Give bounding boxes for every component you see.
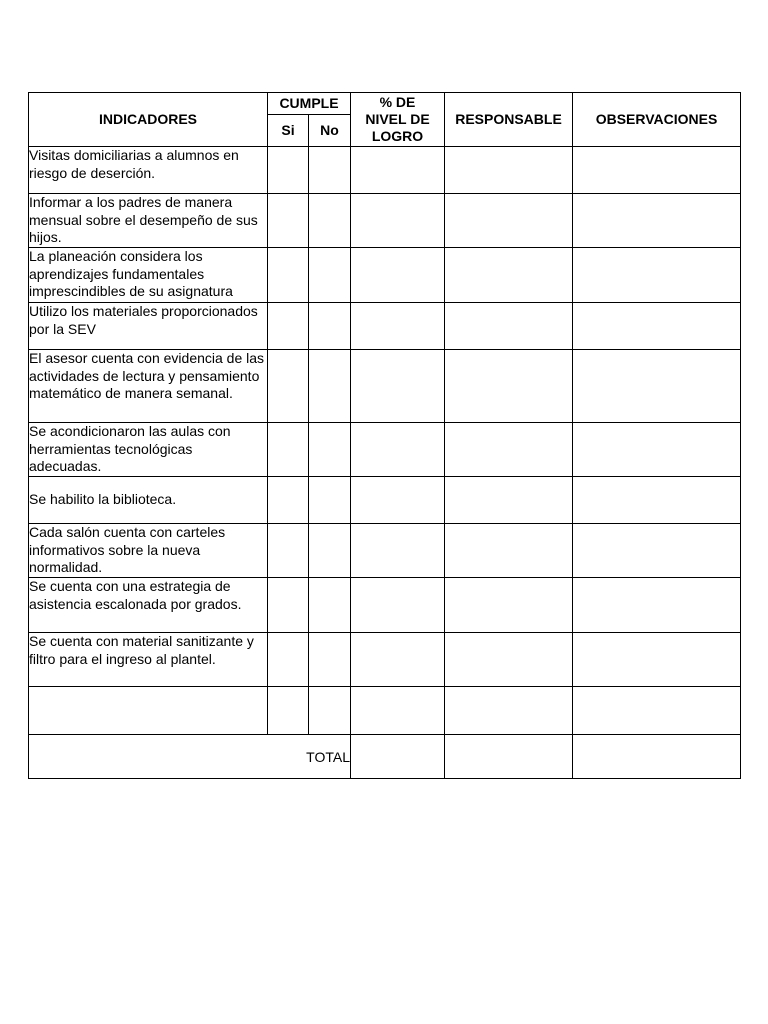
indicator-cell: Se cuenta con una estrategia de asistencia escalonada por grados. [29,578,268,633]
si-cell[interactable] [268,423,309,477]
responsable-cell[interactable] [445,303,573,350]
responsable-cell[interactable] [445,477,573,524]
table-row [29,303,741,350]
si-cell[interactable] [268,524,309,578]
responsable-cell[interactable] [445,524,573,578]
header-nivel-line-2: NIVEL DE [365,111,430,127]
indicator-cell: Se habilito la biblioteca. [29,477,268,524]
nivel-cell[interactable] [351,687,445,735]
no-cell[interactable] [309,524,351,578]
header-no: No [309,115,351,147]
table-row [29,687,741,735]
responsable-cell[interactable] [445,578,573,633]
no-cell[interactable] [309,147,351,194]
nivel-cell[interactable] [351,578,445,633]
no-cell[interactable] [309,423,351,477]
nivel-cell[interactable] [351,350,445,423]
header-si: Si [268,115,309,147]
table-row [29,477,741,524]
header-responsable: RESPONSABLE [445,93,573,147]
header-cumple: CUMPLE [268,93,351,115]
responsable-cell[interactable] [445,423,573,477]
responsable-cell[interactable] [445,194,573,248]
responsable-cell[interactable] [445,687,573,735]
observaciones-cell[interactable] [573,350,741,423]
observaciones-cell[interactable] [573,687,741,735]
nivel-cell[interactable] [351,633,445,687]
indicator-cell[interactable] [29,687,268,735]
indicator-cell: Cada salón cuenta con carteles informativos sobre la nueva normalidad. [29,524,268,578]
observaciones-cell[interactable] [573,633,741,687]
observaciones-cell[interactable] [573,524,741,578]
indicator-cell: Se acondicionaron las aulas con herramientas tecnológicas adecuadas. [29,423,268,477]
observaciones-cell[interactable] [573,303,741,350]
nivel-cell[interactable] [351,303,445,350]
observaciones-cell[interactable] [573,248,741,303]
nivel-cell[interactable] [351,477,445,524]
total-nivel-cell[interactable] [351,735,445,779]
observaciones-cell[interactable] [573,477,741,524]
si-cell[interactable] [268,248,309,303]
table-row [29,350,741,423]
indicator-cell: Se cuenta con material sanitizante y filtro para el ingreso al plantel. [29,633,268,687]
indicator-cell: Utilizo los materiales proporcionados por la SEV [29,303,268,350]
observaciones-cell[interactable] [573,423,741,477]
table-row [29,194,741,248]
responsable-cell[interactable] [445,147,573,194]
header-nivel-de-logro [351,93,445,147]
no-cell[interactable] [309,194,351,248]
responsable-cell[interactable] [445,248,573,303]
observaciones-cell[interactable] [573,147,741,194]
nivel-cell[interactable] [351,248,445,303]
table-row [29,578,741,633]
si-cell[interactable] [268,477,309,524]
total-row [29,735,741,779]
total-label: TOTAL [29,735,351,779]
observaciones-cell[interactable] [573,578,741,633]
no-cell[interactable] [309,633,351,687]
nivel-cell[interactable] [351,194,445,248]
si-cell[interactable] [268,147,309,194]
header-nivel-line-1: % DE [379,94,416,110]
si-cell[interactable] [268,350,309,423]
responsable-cell[interactable] [445,633,573,687]
no-cell[interactable] [309,578,351,633]
nivel-cell[interactable] [351,147,445,194]
table-row [29,423,741,477]
evaluation-table [28,92,741,779]
si-cell[interactable] [268,633,309,687]
nivel-cell[interactable] [351,423,445,477]
si-cell[interactable] [268,303,309,350]
indicator-cell: Informar a los padres de manera mensual sobre el desempeño de sus hijos. [29,194,268,248]
total-observaciones-cell[interactable] [573,735,741,779]
table-row [29,147,741,194]
total-responsable-cell[interactable] [445,735,573,779]
table-row [29,524,741,578]
header-indicadores: INDICADORES [29,93,268,147]
no-cell[interactable] [309,687,351,735]
si-cell[interactable] [268,578,309,633]
observaciones-cell[interactable] [573,194,741,248]
header-observaciones: OBSERVACIONES [573,93,741,147]
indicator-cell: El asesor cuenta con evidencia de las actividades de lectura y pensamiento matemático de manera semanal. [29,350,268,423]
indicator-cell: Visitas domiciliarias a alumnos en riesgo de deserción. [29,147,268,194]
header-nivel-line-3: LOGRO [371,128,424,144]
si-cell[interactable] [268,687,309,735]
nivel-cell[interactable] [351,524,445,578]
si-cell[interactable] [268,194,309,248]
indicator-cell: La planeación considera los aprendizajes fundamentales imprescindibles de su asignatura [29,248,268,303]
responsable-cell[interactable] [445,350,573,423]
no-cell[interactable] [309,350,351,423]
table-row [29,633,741,687]
no-cell[interactable] [309,248,351,303]
no-cell[interactable] [309,303,351,350]
no-cell[interactable] [309,477,351,524]
table-row [29,248,741,303]
